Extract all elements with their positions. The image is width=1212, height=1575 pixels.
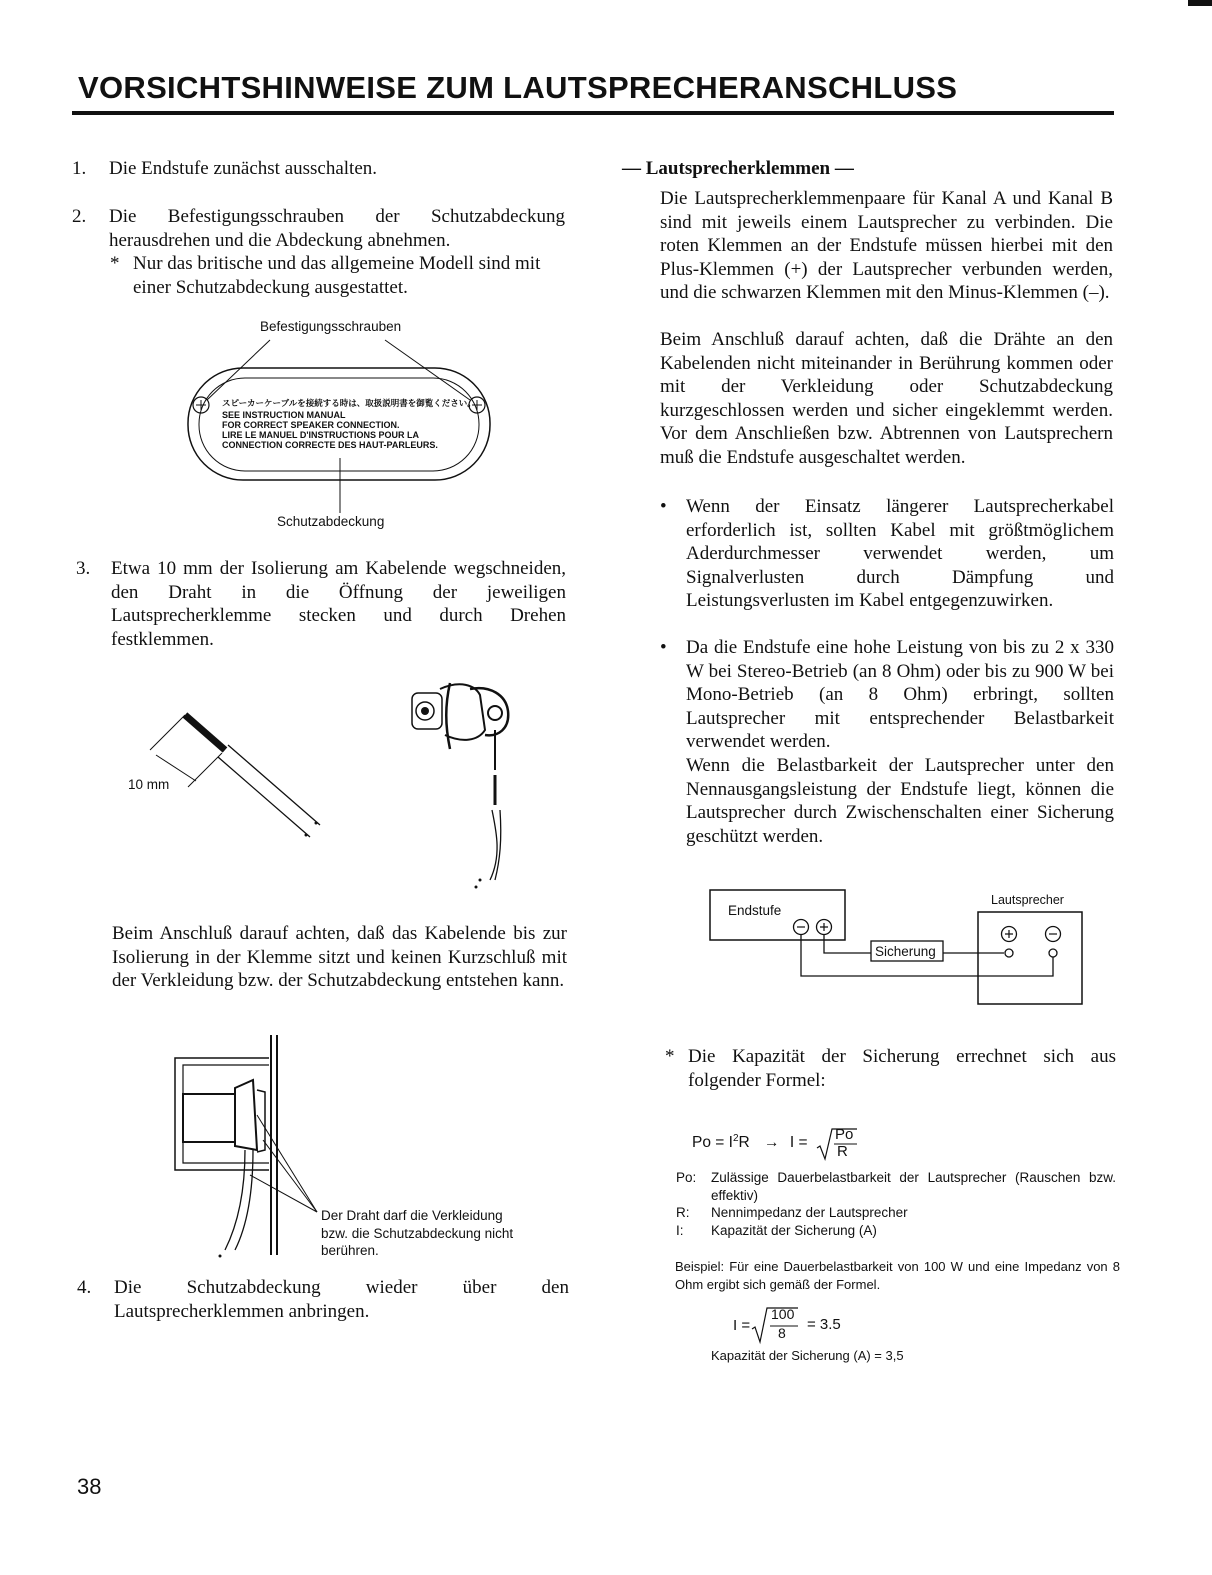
plate-line: CONNECTION CORRECTE DES HAUT-PARLEURS. <box>222 440 438 450</box>
formula-denominator: R <box>837 1143 848 1160</box>
circuit-amp-label: Endstufe <box>728 903 782 918</box>
fig1-label-cover: Schutzabdeckung <box>277 514 385 529</box>
cable-terminal-diagram <box>140 675 560 895</box>
example-text: Beispiel: Für eine Dauerbelastbarkeit von 100 W und eine Impedanz von 8 Ohm ergibt sich gemäß der Formel. <box>675 1259 1120 1292</box>
legend-key-r: R: <box>676 1205 690 1220</box>
formula-r: R <box>738 1134 750 1152</box>
legend-text-po: Zulässige Dauerbelastbarkeit der Lautsprecher (Rauschen bzw. effektiv) <box>711 1170 1116 1203</box>
step-1-text: Die Endstufe zunächst ausschalten. <box>109 158 378 179</box>
example-result-text: Kapazität der Sicherung (A) = 3,5 <box>711 1348 904 1363</box>
legend-text-i: Kapazität der Sicherung (A) <box>711 1223 877 1238</box>
page-number: 38 <box>77 1474 102 1499</box>
plate-text <box>222 410 438 450</box>
legend-text-r: Nennimpedanz der Lautsprecher <box>711 1205 908 1220</box>
example-numerator: 100 <box>771 1306 795 1322</box>
terminals-para-2: Beim Anschluß darauf achten, daß die Drähte an den Kabelenden nicht miteinander in Berührung kommen oder mit der Verkleidung oder Schutzabdeckung kurzgeschlossen werden und sicher eingeklemmt werden. Vor dem Anschließen bzw. Abtrennen von Lautsprechern muß die Endstufe ausgeschaltet werden. <box>660 329 1113 468</box>
example-i-eq: I = <box>733 1317 751 1334</box>
fig2-dimension-label: 10 mm <box>128 777 170 792</box>
bullet-2-text-cont: Wenn die Belastbarkeit der Lautsprecher unter den Nennausgangsleistung der Endstufe liegt, können die Lautsprecher durch Zwischenschalten einer Sicherung geschützt werden. <box>686 755 1114 847</box>
bullet-1-mark: • <box>660 496 667 517</box>
capacity-note-text: Die Kapazität der Sicherung errechnet sich aus folgender Formel: <box>688 1046 1116 1091</box>
bullet-2-mark: • <box>660 637 667 658</box>
step-2-note: Nur das britische und das allgemeine Modell sind mit einer Schutzabdeckung ausgestattet. <box>133 253 541 298</box>
step-3-number: 3. <box>76 558 91 579</box>
step-2-text: Die Befestigungsschrauben der Schutzabdeckung herausdrehen und die Abdeckung abnehmen. <box>109 206 565 251</box>
caption-line: Der Draht darf die Verkleidung <box>321 1208 503 1223</box>
terminal-cross-section <box>165 1030 335 1260</box>
page-edge-mark <box>1188 0 1212 6</box>
capacity-note-mark: * <box>665 1046 675 1067</box>
example-result-value: = 3.5 <box>807 1316 841 1333</box>
plate-text-jp: スピーカーケーブルを接続する時は、取扱説明書を御覧ください。 <box>222 399 476 409</box>
plate-line: SEE INSTRUCTION MANUAL <box>222 410 346 420</box>
legend-key-po: Po: <box>676 1170 697 1185</box>
terminals-para-1: Die Lautsprecherklemmenpaare für Kanal A und Kanal B sind mit jeweils einem Lautsprecher zu verbinden. Die roten Klemmen an der Endstufe müssen hierbei mit den Plus-Klemmen (+) der Lautsprecher verbunden werden, und die schwarzen Klemmen mit den Minus-Klemmen (–). <box>660 188 1113 304</box>
circuit-fuse-label: Sicherung <box>875 944 936 959</box>
arrow-icon: → <box>764 1134 780 1152</box>
caption-line: berühren. <box>321 1243 379 1258</box>
formula-sup: 2 <box>732 1133 739 1144</box>
bullet-1-text: Wenn der Einsatz längerer Lautsprecherkabel erforderlich ist, sollten Kabel mit größtmöglichem Aderdurchmesser verwendet werden, um Signalverlusten durch Dämpfung und Leistungsverlusten im Kabel entgegenzuwirken. <box>686 496 1114 612</box>
formula-i-eq: I = <box>789 1134 808 1152</box>
legend-key-i: I: <box>676 1223 684 1238</box>
step-1-number: 1. <box>72 158 87 179</box>
step-3-text: Etwa 10 mm der Isolierung am Kabelende wegschneiden, den Draht in die Öffnung der jeweiligen Lautsprecherklemme stecken und durch Drehen festklemmen. <box>111 558 566 650</box>
formula-power <box>692 1133 808 1152</box>
formula-numerator: Po <box>835 1126 854 1143</box>
example-denominator: 8 <box>778 1325 786 1341</box>
step-2-number: 2. <box>72 206 87 227</box>
circuit-speaker-label: Lautsprecher <box>991 893 1064 907</box>
formula-lhs: Po = I <box>692 1134 733 1152</box>
step-2-note-mark: * <box>110 253 120 274</box>
step-4-number: 4. <box>77 1277 92 1298</box>
section-heading: — Lautsprecherklemmen — <box>622 158 854 179</box>
bullet-2-text: Da die Endstufe eine hohe Leistung von bis zu 2 x 330 W bei Stereo-Betrieb (an 8 Ohm) oder bis zu 900 W bei Mono-Betrieb (an 8 Ohm) erbringt, sollten Lautsprecher mit entsprechender Belastbarkeit verwendet werden. <box>686 637 1114 753</box>
fig3-caption <box>321 1207 513 1260</box>
step-4-text: Die Schutzabdeckung wieder über den Lautsprecherklemmen anbringen. <box>114 1277 569 1322</box>
title-rule <box>72 111 1114 115</box>
plate-line: FOR CORRECT SPEAKER CONNECTION. <box>222 420 400 430</box>
fig1-label-screws: Befestigungsschrauben <box>260 319 402 334</box>
page-title: VORSICHTSHINWEISE ZUM LAUTSPRECHERANSCHLUSS <box>78 70 958 105</box>
caption-line: bzw. die Schutzabdeckung nicht <box>321 1225 514 1241</box>
cable-note-text: Beim Anschluß darauf achten, daß das Kabelende bis zur Isolierung in der Klemme sitzt und keinen Kurzschluß mit der Verkleidung bzw. der Schutzabdeckung entstehen kann. <box>112 923 567 992</box>
plate-line: LIRE LE MANUEL D'INSTRUCTIONS POUR LA <box>222 430 419 440</box>
